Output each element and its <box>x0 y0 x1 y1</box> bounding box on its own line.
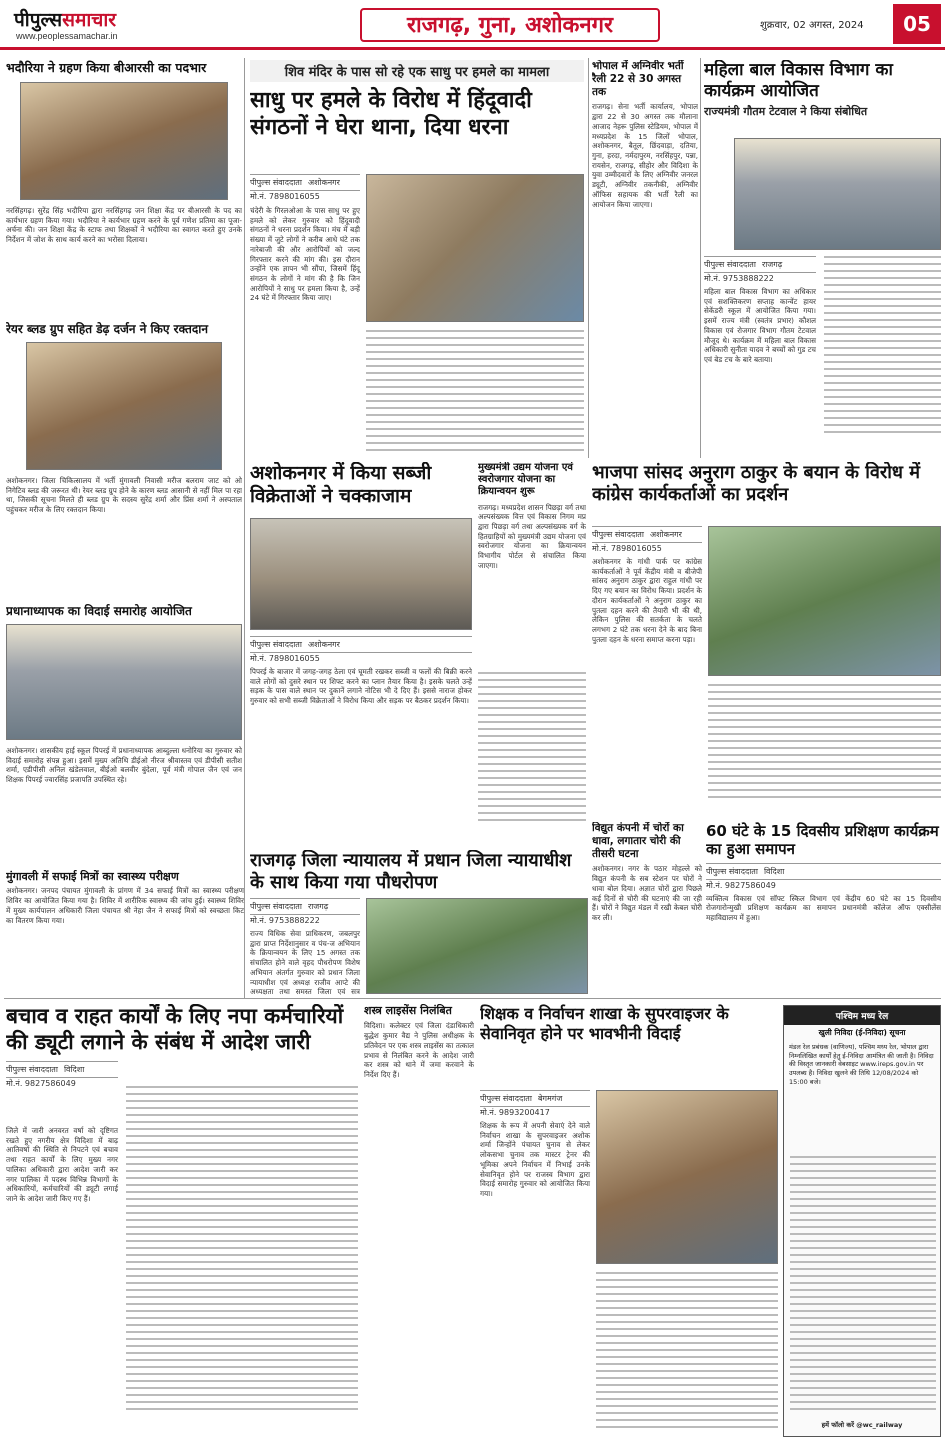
byline <box>250 174 360 191</box>
ad-subtitle: खुली निविदा (ई-निविदा) सूचना <box>818 1028 906 1037</box>
website: www.peoplessamachar.in <box>16 31 118 41</box>
news-photo <box>20 82 228 200</box>
article-body: व्यक्तित्व विकास एवं सॉफ्ट स्किल विभाग एवं केंद्रीय 60 घंटे का 15 दिवसीय रोजगारोन्मुखी प्रशिक्षण कार्यक्रम का समापन प्रधानमंत्री कॉलेज ऑफ एक्सीलेंस महाविद्यालय में हुआ। <box>706 893 941 923</box>
ad-footer: हमें फॉलो करें @wc_railway <box>821 1421 903 1430</box>
brand-right: समाचार <box>62 9 117 31</box>
mobile-number: मो.नं. 9753888222 <box>250 916 320 925</box>
article-body: पिपरई के बाजार में जगह-जगह ठेला एवं घूमती रखकर सब्जी व फलों की बिक्री करने वाले लोगों को दुसरे स्थान पर शिफ्ट करने का प्लान तैयार किया है। इसके चलते उन्हें सड़क के पास वाले स्थान पर दुकानें लगाने नोटिस भी दे दिए हैं। इससे नाराज होकर गुरुवार को सभी सब्जी विक्रेताओं ने विरोध किया और सड़क पर बैठकर प्रदर्शन किया। <box>250 667 472 706</box>
ad-title: पश्चिम मध्य रेल <box>784 1006 940 1025</box>
ad-body: मंडल रेल प्रबंधक (वाणिज्य), पश्चिम मध्य रेल, भोपाल द्वारा निम्नलिखित कार्यों हेतु ई-निविदा आमंत्रित की जाती है। निविदा की विस्तृत जानकारी वेबसाइट www.ireps.gov.in पर उपलब्ध है। निविदा खुलने की तिथि 12/08/2024 को 15:00 बजे। <box>789 1042 934 1086</box>
story-arms-license <box>364 1004 474 1438</box>
byline <box>480 1090 590 1107</box>
article-body: नरसिंहगढ़। सुरेंद्र सिंह भदौरिया द्वारा नरसिंहगढ़ जन शिक्षा केंद्र पर बीआरसी के पद का कार्यभार ग्रहण किया गया। भदौरिया ने कार्यभार ग्रहण करने के पूर्व गणेश प्रतिमा का पूजा-अर्चना की। जन शिक्षा केंद्र के स्टाफ तथा शिक्षकों ने भदौरिया का स्वागत करते हुए उनके निर्देशन में जोश के साथ कार्य करने का भरोसा दिलाया। <box>6 206 242 245</box>
news-photo <box>708 526 941 676</box>
story-relief-duty <box>6 1004 358 1438</box>
headline: अशोकनगर में किया सब्जी विक्रेताओं ने चक्काजाम <box>250 462 432 508</box>
subheadline: राज्यमंत्री गौतम टेटवाल ने किया संबोधित <box>704 105 868 119</box>
mobile-number: मो.नं. 9827586049 <box>6 1079 76 1089</box>
byline-name: पीपुल्स संवाददाता <box>250 902 302 911</box>
section-title: राजगढ़, गुना, अशोकनगर <box>406 13 614 38</box>
byline-place: अशोकनगर <box>307 640 340 649</box>
article-body: जिले में जारी अनवरत वर्षा को दृष्टिगत रखते हुए नगरीय क्षेत्र विदिशा में बाढ़ आतिवर्षा की स्थिति से निपटने एवं बचाव तथा राहत कार्यों के लिए मुख्य नगर पालिका अधिकारी द्वारा आदेश जारी कर नगर पालिका में पदस्थ विभिन्न विभागों के अधिकारियों, कर्मचारियों की ड्यूटी लगाई जाने के आदेश जारी किए गए हैं। <box>6 1126 118 1204</box>
article-body: राज्य विधिक सेवा प्राधिकरण, जबलपुर द्वारा प्राप्त निर्देशानुसार व पंच-ज अभियान के क्रियान्वयन के लिए 15 अगस्त तक संचालित होने वाले वृहद पौधरोपण विशेष अभियान अंतर्गत गुरुवार को प्रधान जिला न्यायाधीश एवं अध्यक्ष राजीव आप्टे की अध्यक्षता तथा समस्त जिला एवं सत्र <box>250 929 360 996</box>
article-body: महिला बाल विकास विभाग का अधिकार एवं सशक्तिकरण सप्ताह कान्वेंट हायर सेकेंडरी स्कूल में आयोजित किया गया। इसमें राज्य मंत्री (स्वतंत्र प्रभार) कौशल विकास एवं रोजगार विभाग गौतम टेटवाल मौजूद थे। कार्यक्रम में महिला बाल विकास अधिकारी सुनीता यादव ने बच्चों को गुड टच एवं बेड टच के बारे बताया। <box>704 287 816 365</box>
issue-date: शुक्रवार, 02 अगस्त, 2024 <box>760 20 864 31</box>
text-continuation <box>478 672 586 826</box>
mobile-number: मो.नं. 7898016055 <box>250 192 320 201</box>
page-number: 05 <box>893 4 941 44</box>
article-body: अशोकनगर के गांधी पार्क पर कांग्रेस कार्यकर्ताओं ने पूर्व केंद्रीय मंत्री व बीजेपी सांसद अनुराग ठाकुर द्वारा राहुल गांधी पर दिए गए बयान का विरोध किया। प्रदर्शन के दौरान कार्यकर्ताओं ने अनुराग ठाकुर का पुतला दहन करने की तैयारी भी की थी, लेकिन पुलिस की सतर्कता के चलते लगभग 2 घंटे तक धरना देने के बाद बिना पुतला दहन के धरना समाप्त करना पड़ा। <box>592 557 702 644</box>
byline-place: राजगढ़ <box>761 260 783 269</box>
headline: शस्त्र लाइसेंस निलंबित <box>364 1004 452 1017</box>
mobile-number: मो.नं. 7898016055 <box>592 544 662 553</box>
byline-name: पीपुल्स संवाददाता <box>6 1065 58 1075</box>
headline: विद्युत कंपनी में चोरों का धावा, लगातार चोरी की तीसरी घटना <box>592 822 684 860</box>
story-congress-protest <box>592 462 941 818</box>
news-photo <box>366 174 584 322</box>
railway-tender-ad <box>783 1005 941 1437</box>
byline-name: पीपुल्स संवाददाता <box>250 640 302 649</box>
byline <box>592 526 702 543</box>
headline: मुंगावली में सफाई मित्रों का स्वास्थ्य परीक्षण <box>6 870 179 883</box>
mobile-number: मो.नं. 7898016055 <box>250 654 320 663</box>
story-vendors <box>250 462 472 842</box>
text-continuation <box>596 1272 778 1433</box>
byline-place: विदिशा <box>763 866 785 876</box>
headline: महिला बाल विकास विभाग का कार्यक्रम आयोजित <box>704 60 893 101</box>
article-body: राजगढ़। सेना भर्ती कार्यालय, भोपाल द्वारा 22 से 30 अगस्त तक मौलाना आजाद नेहरू पुलिस स्टेडियम, भोपाल में मध्यप्रदेश के 15 जिलों भोपाल, अशोकनगर, बैतूल, छिंदवाड़ा, दतिया, गुना, हरदा, नर्मदापुरम, नरसिंहपुर, पन्ना, रायसेन, राजगढ़, सीहोर और विदिशा के युवा उम्मीदवारों के लिए अग्निवीर जनरल ड्यूटी, अग्निवीर तकनीकी, अग्निवीर ऑफिस सहायक की भर्ती रैली का आयोजन किया जाएगा। <box>592 102 698 209</box>
byline-place: विदिशा <box>63 1065 85 1075</box>
byline-name: पीपुल्स संवाददाता <box>706 866 758 876</box>
story-brc <box>6 60 242 318</box>
story-cm-scheme <box>478 462 586 842</box>
article-body: चंदेरी के गिरलओआ के पास साधु पर हुए हमले को लेकर गुरुवार को हिंदूवादी संगठनों ने धरना प्रदर्शन किया। मंच में बड़ी संख्या में जुटे लोगों ने करीब आधे घंटे तक नारेबाजी की और आरोपियों को जल्द गिरफ्तार करने की मांग की। इस दौरान उन्होंने एक ज्ञापन भी सौंपा, जिसमें हिंदू संगठन के लोगों ने मांग की है कि जिन आरोपियों ने साधु पर हमला किया है, उन्हें 24 घंटे में गिरफ्तार किया जाए। <box>250 206 360 303</box>
article-body: अशोकनगर। जिला चिकित्सालय में भर्ती मुंगावली निवासी मरीज बलराम जाट को ओ निगेटिव ब्लड की जरूरत थी। रेयर ब्लड ग्रुप होने के कारण ब्लड आसानी से नहीं मिल पा रहा था, जिसकी सूचना मिलते ही ब्लड ग्रुप के सदस्य सुरेंद्र शर्मा और प्रिंस शर्मा ने अस्पताल पहुंचकर मरीज के लिए रक्तदान किया। <box>6 476 242 515</box>
news-photo <box>596 1090 778 1264</box>
byline-place: राजगढ़ <box>307 902 329 911</box>
headline: साधु पर हमले के विरोध में हिंदूवादी संगठनों ने घेरा थाना, दिया धरना <box>250 88 532 140</box>
byline-name: पीपुल्स संवाददाता <box>592 530 644 539</box>
headline: शिक्षक व निर्वाचन शाखा के सुपरवाइजर के सेवानिवृत होने पर भावभीनी विदाई <box>480 1004 729 1043</box>
text-continuation <box>708 684 941 803</box>
news-photo <box>6 624 242 740</box>
article-body: अशोकनगर। नगर के पठार मोहल्ले को विद्युत कंपनी के सब स्टेशन पर चोरों ने धावा बोल दिया। अज्ञात चोरों द्वारा पिछले कई दिनों से चोरी की घटनाएं की जा रही हैं। चोरों ने विद्युत मंडल में रखी केबल चोरी कर ली। <box>592 864 702 922</box>
byline <box>6 1061 118 1078</box>
article-body: अशोकनगर। शासकीय हाई स्कूल पिपरई में प्रधानाध्यापक आब्दुल्ला धनोरिया का गुरुवार को विदाई समारोह संपन्न हुआ। इसमें मुख्य अतिथि डीईओ नीरज श्रीवास्तव एवं डीपीसी सतीश शर्मा, एडीपीसी अनिल खंडेलवाल, बीईओ बलवीर बुंदेला, पूर्व मंत्री गोपाल जैन एवं जन शिक्षक पिपरई ज्वारसिंह प्रजापति उपस्थित रहे। <box>6 746 242 785</box>
story-principal-farewell <box>6 604 242 866</box>
headline: रेयर ब्लड ग्रुप सहित डेढ़ दर्जन ने किए रक्तदान <box>6 322 208 336</box>
ad-fine-print <box>790 1156 936 1415</box>
story-women-child <box>704 60 941 458</box>
column-rule <box>244 58 245 998</box>
byline-place: बेगमगंज <box>537 1094 563 1103</box>
byline <box>704 256 816 273</box>
story-court-plantation <box>250 850 588 996</box>
byline-place: अशोकनगर <box>649 530 682 539</box>
article-body: विदिशा। कलेक्टर एवं जिला दंडाधिकारी बुद्धेश कुमार वैद्य ने पुलिस अधीक्षक के प्रतिवेदन पर एक शस्त्र लाइसेंस का तत्काल प्रभाव से निलंबित करने के आदेश जारी कर शस्त्र को थाने में जमा करवाने के निर्देश दिए हैं। <box>364 1021 474 1079</box>
headline: राजगढ़ जिला न्यायालय में प्रधान जिला न्यायाधीश के साथ किया गया पौधरोपण <box>250 850 572 893</box>
news-photo <box>734 138 941 250</box>
mobile-number: मो.नं. 9827586049 <box>706 880 776 890</box>
kicker: शिव मंदिर के पास सो रहे एक साधु पर हमले का मामला <box>250 60 584 82</box>
brand-logo <box>14 6 116 32</box>
text-continuation <box>366 330 584 456</box>
column-rule <box>700 58 701 458</box>
masthead <box>0 0 945 50</box>
headline: मुख्यमंत्री उद्यम योजना एवं स्वरोजगार योजना का क्रियान्वयन शुरू <box>478 462 573 498</box>
story-supervisor-farewell <box>480 1004 778 1438</box>
headline: प्रधानाध्यापक का विदाई समारोह आयोजित <box>6 604 192 618</box>
story-temple-attack <box>250 60 584 460</box>
headline: 60 घंटे के 15 दिवसीय प्रशिक्षण कार्यक्रम का हुआ समापन <box>706 822 939 859</box>
byline-name: पीपुल्स संवाददाता <box>480 1094 532 1103</box>
article-body: शिक्षक के रूप में अपनी सेवाएं देने वाले निर्वाचन शाखा के सुपरवाइजर अशोक शर्मा जिन्होंने पंचायत चुनाव से लेकर लोकसभा चुनाव तक मास्टर ट्रेनर की भूमिका अपने निर्वाचन में निभाई उनके सेवानिवृत होने पर राजस्व विभाग द्वारा विदाई समारोह गुरुवार को आयोजित किया गया। <box>480 1121 590 1199</box>
byline <box>706 863 941 880</box>
news-photo <box>366 898 588 994</box>
byline-place: अशोकनगर <box>307 178 340 187</box>
news-photo <box>250 518 472 630</box>
byline <box>250 636 472 653</box>
text-continuation <box>126 1086 358 1415</box>
mobile-number: मो.नं. 9753888222 <box>704 274 774 283</box>
story-sanitation <box>6 870 244 996</box>
news-photo <box>26 342 222 470</box>
headline: बचाव व राहत कार्यों के लिए नपा कर्मचारियों की ड्यूटी लगाने के संबंध में आदेश जारी <box>6 1004 344 1054</box>
brand-left: पीपुल्स <box>14 9 63 31</box>
byline-name: पीपुल्स संवाददाता <box>704 260 756 269</box>
section-banner <box>360 8 660 42</box>
headline: भोपाल में अग्निवीर भर्ती रैली 22 से 30 अगस्त तक <box>592 60 684 98</box>
text-continuation <box>824 256 941 438</box>
story-blood-donation <box>6 322 242 600</box>
article-body: अशोकनगर। जनपद पंचायत मुंगावली के प्रांगण में 34 सफाई मित्रों का स्वास्थ्य परीक्षण शिविर का आयोजित किया गया है। शिविर में शारीरिक स्वास्थ्य की जांच हुई। स्वास्थ्य शिविर में मुख्य कार्यपालन अधिकारी जिला पंचायत श्री नेहा जैन ने सफाई मित्रों को स्वच्छता किट का वितरण किया गया। <box>6 886 244 925</box>
story-electric-theft <box>592 822 702 996</box>
mobile-number: मो.नं. 9893200417 <box>480 1108 550 1117</box>
headline: भदौरिया ने ग्रहण किया बीआरसी का पदभार <box>6 60 207 75</box>
headline: भाजपा सांसद अनुराग ठाकुर के बयान के विरोध में कांग्रेस कार्यकर्ताओं का प्रदर्शन <box>592 462 920 505</box>
byline <box>250 898 360 915</box>
column-rule <box>588 58 589 458</box>
byline-name: पीपुल्स संवाददाता <box>250 178 302 187</box>
story-training <box>706 822 941 1000</box>
article-body: राजगढ़। मध्यप्रदेश शासन पिछड़ा वर्ग तथा अल्पसंख्यक वित्त एवं विकास निगम मप्र द्वारा पिछड़ा वर्ग तथा अल्पसंख्यक वर्ग के हितग्राहियों को मुख्यमंत्री उद्यम योजना एवं स्वरोजगार योजना का क्रियान्वयन विभागीय पोर्टल से संचालित किया जाएगा। <box>478 502 586 570</box>
story-agniveer <box>592 60 698 458</box>
